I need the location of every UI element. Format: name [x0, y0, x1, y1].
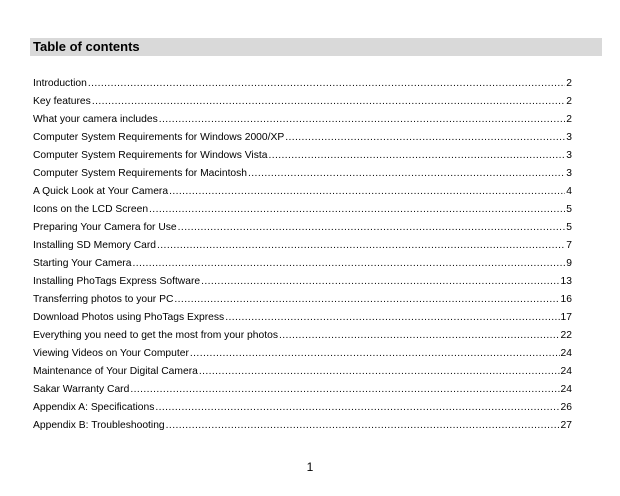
toc-entry-title: Appendix A: Specifications — [33, 402, 155, 413]
toc-entry-title: Maintenance of Your Digital Camera — [33, 366, 198, 377]
toc-entry-page: 2 — [566, 78, 572, 89]
toc-entry[interactable] — [33, 291, 572, 309]
toc-entry-title: Preparing Your Camera for Use — [33, 222, 177, 233]
toc-entry-title: Introduction — [33, 78, 87, 89]
toc-entry[interactable] — [33, 399, 572, 417]
toc-entry-page: 2 — [566, 96, 572, 107]
toc-dot-leader — [166, 417, 560, 435]
toc-entry[interactable] — [33, 345, 572, 363]
toc-dot-leader — [174, 291, 559, 309]
toc-entry-page: 24 — [560, 384, 572, 395]
toc-dot-leader — [285, 129, 565, 147]
toc-entry[interactable] — [33, 75, 572, 93]
toc-entry-page: 24 — [560, 348, 572, 359]
page-number: 1 — [306, 460, 314, 474]
toc-entry-page: 26 — [560, 402, 572, 413]
toc-entry-title: Transferring photos to your PC — [33, 294, 174, 305]
toc-entry-page: 13 — [560, 276, 572, 287]
toc-entry[interactable] — [33, 165, 572, 183]
toc-entry-page: 27 — [560, 420, 572, 431]
toc-dot-leader — [225, 309, 559, 327]
toc-dot-leader — [132, 255, 565, 273]
toc-entry[interactable] — [33, 381, 572, 399]
toc-dot-leader — [149, 201, 565, 219]
toc-entry[interactable] — [33, 111, 572, 129]
toc-dot-leader — [190, 345, 560, 363]
toc-entry-page: 7 — [566, 240, 572, 251]
toc-entry-page: 5 — [566, 222, 572, 233]
toc-dot-leader — [268, 147, 565, 165]
toc-entry-page: 3 — [566, 132, 572, 143]
toc-entry-title: Starting Your Camera — [33, 258, 132, 269]
toc-entry-title: Computer System Requirements for Macintosh — [33, 168, 248, 179]
toc-entry-title: Viewing Videos on Your Computer — [33, 348, 189, 359]
toc-entry-title: Computer System Requirements for Windows Vista — [33, 150, 268, 161]
toc-dot-leader — [201, 273, 559, 291]
toc-entry-title: Appendix B: Troubleshooting — [33, 420, 165, 431]
toc-entry-page: 5 — [566, 204, 572, 215]
toc-dot-leader — [159, 111, 566, 129]
toc-dot-leader — [279, 327, 560, 345]
toc-entry-title: Download Photos using PhoTags Express — [33, 312, 225, 323]
toc-entry-title: Key features — [33, 96, 91, 107]
toc-entry-page: 22 — [560, 330, 572, 341]
toc-entry[interactable] — [33, 129, 572, 147]
toc-entry[interactable] — [33, 309, 572, 327]
toc-entry-title: Icons on the LCD Screen — [33, 204, 149, 215]
toc-entry-title: What your camera includes — [33, 114, 158, 125]
toc-heading: Table of contents — [33, 39, 140, 54]
toc-dot-leader — [155, 399, 559, 417]
toc-entry-page: 2 — [566, 114, 572, 125]
toc-entry-page: 3 — [566, 168, 572, 179]
toc-entry[interactable] — [33, 201, 572, 219]
toc-dot-leader — [199, 363, 560, 381]
toc-entry-title: Computer System Requirements for Windows 2000/XP — [33, 132, 285, 143]
toc-entry-title: Everything you need to get the most from your photos — [33, 330, 278, 341]
toc-heading-bar — [30, 38, 602, 56]
toc-entry[interactable] — [33, 363, 572, 381]
toc-entry-title: Sakar Warranty Card — [33, 384, 130, 395]
toc-entry[interactable] — [33, 327, 572, 345]
toc-dot-leader — [178, 219, 566, 237]
toc-entry[interactable] — [33, 273, 572, 291]
toc-entry-title: Installing SD Memory Card — [33, 240, 157, 251]
toc-entry[interactable] — [33, 147, 572, 165]
toc-entry-page: 16 — [560, 294, 572, 305]
toc-entry-page: 17 — [560, 312, 572, 323]
toc-dot-leader — [248, 165, 565, 183]
toc-list — [33, 75, 572, 435]
toc-entry[interactable] — [33, 237, 572, 255]
toc-dot-leader — [169, 183, 565, 201]
toc-entry[interactable] — [33, 219, 572, 237]
toc-entry-page: 4 — [566, 186, 572, 197]
toc-entry[interactable] — [33, 93, 572, 111]
toc-entry-title: Installing PhoTags Express Software — [33, 276, 201, 287]
toc-entry-page: 9 — [566, 258, 572, 269]
toc-dot-leader — [88, 75, 565, 93]
toc-entry[interactable] — [33, 255, 572, 273]
toc-entry-page: 24 — [560, 366, 572, 377]
toc-entry[interactable] — [33, 183, 572, 201]
toc-entry-page: 3 — [566, 150, 572, 161]
toc-dot-leader — [92, 93, 565, 111]
toc-dot-leader — [130, 381, 559, 399]
toc-dot-leader — [157, 237, 565, 255]
toc-entry-title: A Quick Look at Your Camera — [33, 186, 169, 197]
toc-entry[interactable] — [33, 417, 572, 435]
